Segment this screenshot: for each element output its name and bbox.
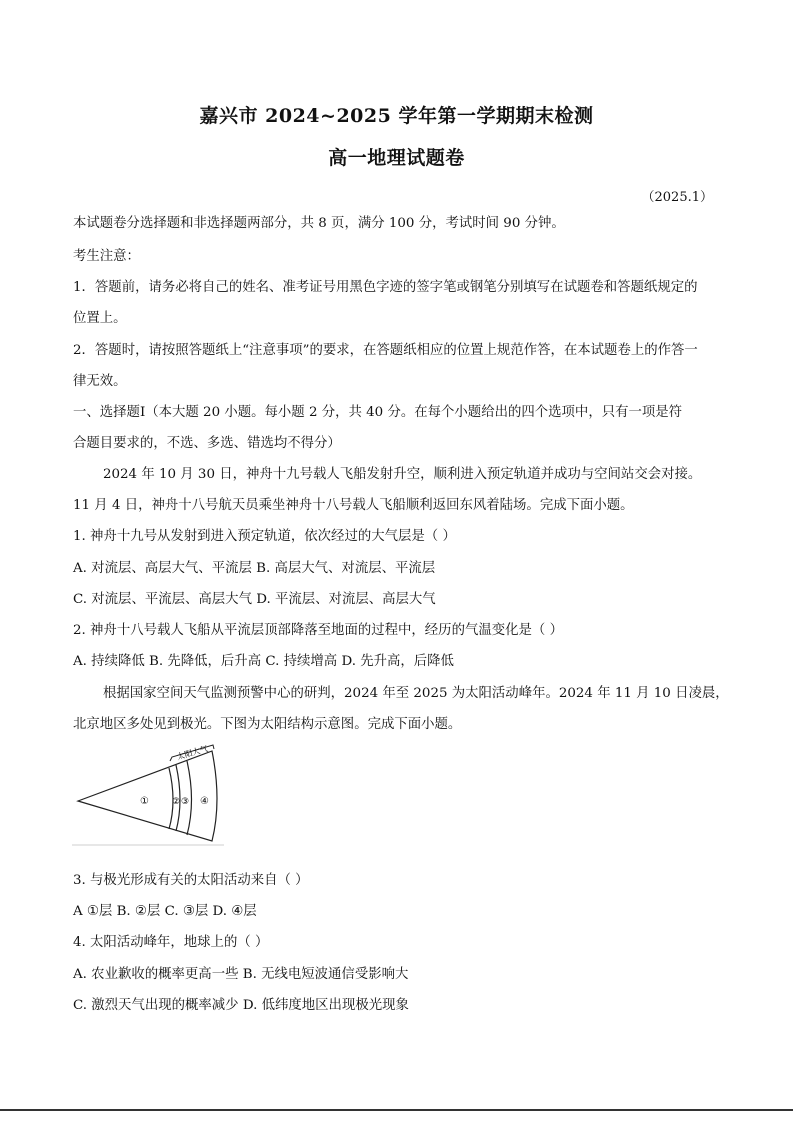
exam-title: 嘉兴市 2024~2025 学年第一学期期末检测 xyxy=(199,105,594,127)
passage2-line2: 北京地区多处见到极光。下图为太阳结构示意图。完成下面小题。 xyxy=(73,717,462,732)
notice-2-line2: 律无效。 xyxy=(73,374,127,389)
page-bottom-rule xyxy=(0,1109,793,1111)
q3-stem: 3. 与极光形成有关的太阳活动来自（ ） xyxy=(73,873,309,888)
notice-1-line2: 位置上。 xyxy=(73,311,127,326)
exam-info: 本试题卷分选择题和非选择题两部分，共 8 页，满分 100 分，考试时间 90 分钟。 xyxy=(73,216,565,231)
section-heading-line2: 合题目要求的，不选、多选、错选均不得分） xyxy=(73,436,341,451)
q1-options-cd: C. 对流层、平流层、高层大气 D. 平流层、对流层、高层大气 xyxy=(73,592,436,607)
q1-options-ab: A. 对流层、高层大气、平流层 B. 高层大气、对流层、平流层 xyxy=(73,561,436,576)
q1-stem: 1. 神舟十九号从发射到进入预定轨道，依次经过的大气层是（ ） xyxy=(73,529,456,544)
notice-2-line1: 2．答题时，请按照答题纸上“注意事项”的要求，在答题纸相应的位置上规范作答，在本试题卷上的作答一 xyxy=(73,343,698,358)
layer-4-label: ④ xyxy=(200,796,209,807)
layer-1-label: ① xyxy=(140,796,149,807)
q4-options-cd: C. 激烈天气出现的概率减少 D. 低纬度地区出现极光现象 xyxy=(73,998,409,1013)
sun-structure-diagram xyxy=(72,743,224,847)
notice-1-line1: 1．答题前，请务必将自己的姓名、准考证号用黑色字迹的签字笔或钢笔分别填写在试题卷和答题纸规定的 xyxy=(73,280,698,295)
q4-stem: 4. 太阳活动峰年，地球上的（ ） xyxy=(73,935,269,950)
layer-2-label: ② xyxy=(172,797,181,807)
q2-stem: 2. 神舟十八号载人飞船从平流层顶部降落至地面的过程中，经历的气温变化是（ ） xyxy=(73,623,563,638)
atmosphere-label: 太阳大气 xyxy=(175,744,209,762)
q3-options: A ①层 B. ②层 C. ③层 D. ④层 xyxy=(73,904,257,919)
notice-heading: 考生注意： xyxy=(73,249,140,264)
q2-options: A. 持续降低 B. 先降低，后升高 C. 持续增高 D. 先升高，后降低 xyxy=(73,654,454,669)
layer-3-label: ③ xyxy=(181,797,190,807)
passage2-line1: 根据国家空间天气监测预警中心的研判，2024 年至 2025 为太阳活动峰年。2024 年 11 月 10 日凌晨， xyxy=(103,686,729,701)
q4-options-ab: A. 农业歉收的概率更高一些 B. 无线电短波通信受影响大 xyxy=(73,967,409,982)
passage1-line2: 11 月 4 日，神舟十八号航天员乘坐神舟十八号载人飞船顺利返回东风着陆场。完成下面小题。 xyxy=(73,498,634,513)
passage1-line1: 2024 年 10 月 30 日，神舟十九号载人飞船发射升空，顺利进入预定轨道并成功与空间站交会对接。 xyxy=(103,467,702,482)
exam-subtitle: 高一地理试题卷 xyxy=(328,147,465,169)
exam-date: （2025.1） xyxy=(641,190,713,205)
section-heading-line1: 一、选择题Ⅰ（本大题 20 小题。每小题 2 分，共 40 分。在每个小题给出的四个选项中，只有一项是符 xyxy=(73,405,683,420)
